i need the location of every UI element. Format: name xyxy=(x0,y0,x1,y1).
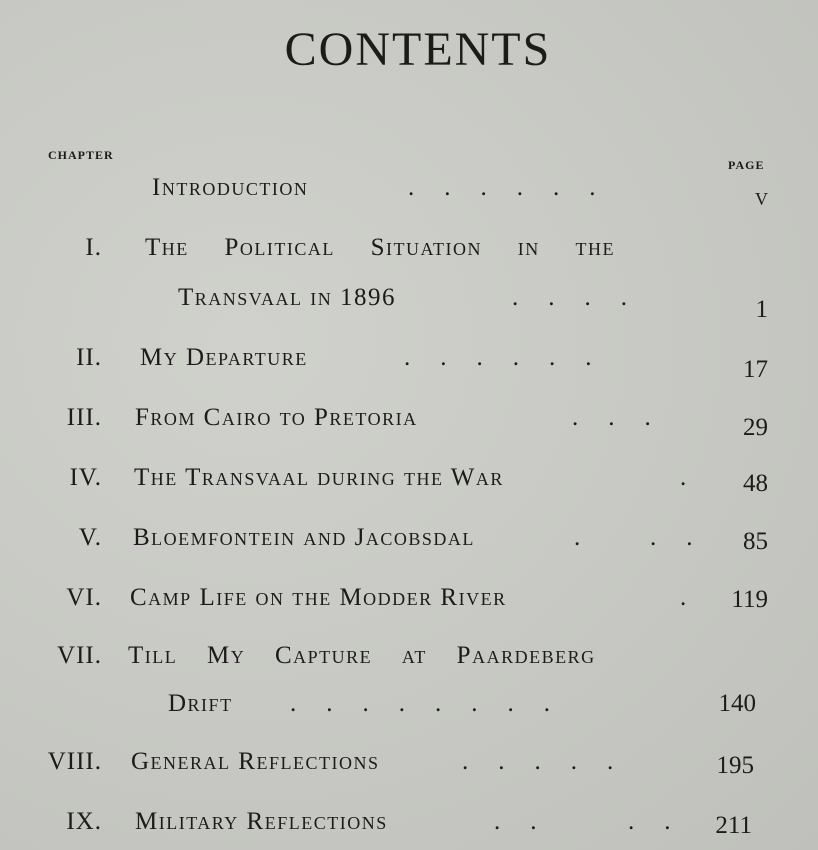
leader-dots: ..... xyxy=(462,748,644,775)
toc-entry-title-continued: Transvaal in 1896 xyxy=(178,284,396,311)
toc-entry-title: Bloemfontein and Jacobsdal xyxy=(133,524,475,551)
toc-entry-chapter-7-continued[interactable] xyxy=(0,684,818,724)
page-column-header: PAGE xyxy=(728,158,765,172)
toc-entry-page: 140 xyxy=(718,690,756,717)
toc-entry-title: Camp Life on the Modder River xyxy=(130,584,507,611)
toc-entry-chapter-5[interactable] xyxy=(0,518,818,558)
leader-dots: ...... xyxy=(404,344,622,371)
toc-entry-chapter-1-continued[interactable] xyxy=(0,278,818,323)
leader-dots: .. xyxy=(650,524,723,551)
toc-entry-number: VII. xyxy=(57,642,102,669)
toc-entry-title: Introduction xyxy=(152,174,309,201)
toc-entry-chapter-2[interactable] xyxy=(0,338,818,383)
toc-entry-title: Military Reflections xyxy=(135,808,388,835)
toc-entry-title: Till My Capture at Paardeberg xyxy=(128,642,596,669)
leader-dots: . xyxy=(680,584,717,611)
toc-entry-chapter-6[interactable] xyxy=(0,578,818,618)
toc-entry-title: The Political Situation in the xyxy=(145,234,616,261)
toc-entry-chapter-3[interactable] xyxy=(0,398,818,441)
leader-dots: . xyxy=(574,524,611,551)
page-title: CONTENTS xyxy=(284,23,552,76)
toc-entry-title: General Reflections xyxy=(131,748,380,775)
leader-dots: ........ xyxy=(290,690,580,717)
toc-entry-chapter-1[interactable] xyxy=(0,228,818,268)
leader-dots: . xyxy=(680,464,717,491)
leader-dots: .. xyxy=(494,808,567,835)
leader-dots: ...... xyxy=(408,174,626,201)
leader-dots: .. xyxy=(628,808,701,835)
leader-dots: .... xyxy=(512,284,657,311)
toc-entry-page: v xyxy=(755,184,768,211)
toc-entry-page: 29 xyxy=(743,414,768,441)
toc-entry-number: IV. xyxy=(69,464,102,491)
toc-entry-page: 48 xyxy=(743,470,768,497)
toc-entry-title-continued: Drift xyxy=(168,690,233,717)
toc-entry-number: I. xyxy=(85,234,102,261)
toc-entry-chapter-8[interactable] xyxy=(0,742,818,782)
toc-entry-page: 211 xyxy=(715,812,752,839)
toc-entry-title: My Departure xyxy=(140,344,308,371)
leader-dots: ... xyxy=(572,404,681,431)
toc-entry-number: VIII. xyxy=(47,748,102,775)
toc-entry-page: 119 xyxy=(731,586,768,613)
toc-entry-page: 17 xyxy=(743,356,768,383)
toc-entry-number: IX. xyxy=(66,808,102,835)
toc-entry-chapter-9[interactable] xyxy=(0,802,818,842)
toc-entry-page: 85 xyxy=(743,528,768,555)
toc-entry-number: V. xyxy=(78,524,102,551)
toc-entry-number: III. xyxy=(66,404,102,431)
toc-entry-number: VI. xyxy=(66,584,102,611)
chapter-column-header: CHAPTER xyxy=(48,148,114,162)
toc-entry-chapter-7[interactable] xyxy=(0,636,818,676)
toc-entry-introduction[interactable] xyxy=(0,168,818,211)
toc-entry-page: 195 xyxy=(716,752,754,779)
toc-entry-page: 1 xyxy=(755,296,768,323)
toc-entry-chapter-4[interactable] xyxy=(0,458,818,498)
toc-entry-title: The Transvaal during the War xyxy=(134,464,504,491)
toc-entry-number: II. xyxy=(76,344,102,371)
toc-entry-title: From Cairo to Pretoria xyxy=(135,404,418,431)
